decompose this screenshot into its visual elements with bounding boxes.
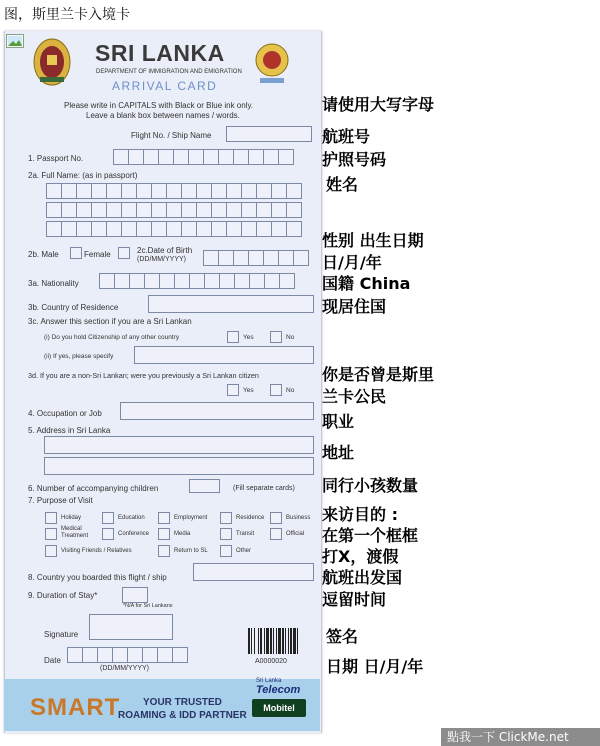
letter-box[interactable] bbox=[256, 183, 272, 199]
department-name: DEPARTMENT OF IMMIGRATION AND EMIGRATION bbox=[96, 69, 242, 75]
note-passport: 护照号码 bbox=[322, 150, 387, 169]
letter-box[interactable] bbox=[278, 250, 294, 266]
purpose-option-label: Transit bbox=[236, 531, 255, 537]
letter-box[interactable] bbox=[203, 250, 219, 266]
letter-box[interactable] bbox=[196, 183, 212, 199]
previous-citizen-yes-label: Yes bbox=[243, 387, 254, 394]
letter-box[interactable] bbox=[233, 149, 249, 165]
dob-format: (DD/MM/YYYY) bbox=[137, 256, 186, 263]
nationality-boxes[interactable] bbox=[99, 273, 294, 289]
purpose-checkbox[interactable] bbox=[220, 512, 232, 524]
date-boxes[interactable] bbox=[67, 647, 187, 663]
purpose-option-label: Employment bbox=[174, 515, 208, 521]
female-checkbox[interactable] bbox=[118, 247, 130, 259]
letter-box[interactable] bbox=[263, 149, 279, 165]
letter-box[interactable] bbox=[61, 221, 77, 237]
purpose-option-label: Media bbox=[174, 531, 191, 537]
letter-box[interactable] bbox=[114, 273, 130, 289]
full-name-row-3[interactable] bbox=[46, 221, 301, 237]
stay-input[interactable] bbox=[122, 587, 148, 603]
children-label: 6. Number of accompanying children bbox=[28, 484, 159, 493]
purpose-checkbox[interactable] bbox=[45, 545, 57, 557]
note-flight: 航班号 bbox=[322, 127, 371, 146]
letter-box[interactable] bbox=[128, 149, 144, 165]
letter-box[interactable] bbox=[241, 221, 257, 237]
purpose-option-label: Official bbox=[286, 531, 305, 537]
letter-box[interactable] bbox=[181, 183, 197, 199]
letter-box[interactable] bbox=[173, 149, 189, 165]
banner-line-2: ROAMING & IDD PARTNER bbox=[118, 710, 247, 721]
dob-label: 2c.Date of Birth bbox=[137, 246, 193, 255]
note-purpose-2: 在第一个框框 bbox=[322, 526, 419, 545]
letter-box[interactable] bbox=[76, 183, 92, 199]
full-name-row-1[interactable] bbox=[46, 183, 301, 199]
purpose-checkbox[interactable] bbox=[158, 528, 170, 540]
citizenship-no-label: No bbox=[286, 334, 295, 341]
letter-box[interactable] bbox=[211, 183, 227, 199]
letter-box[interactable] bbox=[166, 221, 182, 237]
letter-box[interactable] bbox=[226, 221, 242, 237]
note-children: 同行小孩数量 bbox=[322, 476, 419, 495]
note-residence: 现居住国 bbox=[322, 297, 387, 316]
children-input[interactable] bbox=[189, 479, 220, 493]
mobitel-logo: Mobitel bbox=[252, 699, 306, 717]
residence-input[interactable] bbox=[148, 295, 314, 313]
signature-label: Signature bbox=[44, 630, 79, 639]
letter-box[interactable] bbox=[166, 202, 182, 218]
purpose-option-label: Visiting Friends / Relatives bbox=[61, 548, 132, 554]
male-label: 2b. Male bbox=[28, 250, 59, 259]
letter-box[interactable] bbox=[61, 202, 77, 218]
letter-box[interactable] bbox=[256, 221, 272, 237]
passport-boxes[interactable] bbox=[113, 149, 293, 165]
letter-box[interactable] bbox=[279, 273, 295, 289]
letter-box[interactable] bbox=[143, 149, 159, 165]
letter-box[interactable] bbox=[91, 183, 107, 199]
previous-citizen-label: 3d. If you are a non-Sri Lankan; were you previously a Sri Lankan citizen bbox=[28, 371, 259, 380]
letter-box[interactable] bbox=[172, 647, 188, 663]
purpose-checkbox[interactable] bbox=[158, 512, 170, 524]
banner-line-1: YOUR TRUSTED bbox=[143, 697, 222, 708]
note-gender-dob: 性别 出生日期 bbox=[322, 231, 424, 250]
letter-box[interactable] bbox=[248, 250, 264, 266]
address-input-2[interactable] bbox=[44, 457, 314, 475]
letter-box[interactable] bbox=[271, 202, 287, 218]
address-label: 5. Address in Sri Lanka bbox=[28, 426, 111, 435]
note-nationality: 国籍 China bbox=[322, 274, 411, 293]
citizenship-yes-label: Yes bbox=[243, 334, 254, 341]
purpose-checkbox[interactable] bbox=[220, 545, 232, 557]
purpose-checkbox[interactable] bbox=[102, 528, 114, 540]
note-dob-format: 日/月/年 bbox=[322, 253, 382, 272]
letter-box[interactable] bbox=[121, 221, 137, 237]
purpose-option-label: Holiday bbox=[61, 515, 82, 521]
letter-box[interactable] bbox=[136, 183, 152, 199]
letter-box[interactable] bbox=[219, 273, 235, 289]
note-purpose-3: 打X，渡假 bbox=[322, 547, 399, 566]
signature-input[interactable] bbox=[89, 614, 173, 640]
letter-box[interactable] bbox=[211, 202, 227, 218]
letter-box[interactable] bbox=[46, 221, 62, 237]
letter-box[interactable] bbox=[91, 202, 107, 218]
letter-box[interactable] bbox=[189, 273, 205, 289]
letter-box[interactable] bbox=[157, 647, 173, 663]
letter-box[interactable] bbox=[181, 221, 197, 237]
card-title: SRI LANKA bbox=[95, 40, 225, 66]
note-address: 地址 bbox=[322, 443, 355, 462]
letter-box[interactable] bbox=[226, 202, 242, 218]
full-name-row-2[interactable] bbox=[46, 202, 301, 218]
purpose-checkbox[interactable] bbox=[102, 512, 114, 524]
letter-box[interactable] bbox=[46, 202, 62, 218]
purpose-option-label: Education bbox=[118, 515, 145, 521]
boarded-country-label: 8. Country you boarded this flight / ship bbox=[28, 573, 167, 582]
letter-box[interactable] bbox=[82, 647, 98, 663]
letter-box[interactable] bbox=[91, 221, 107, 237]
letter-box[interactable] bbox=[136, 221, 152, 237]
letter-box[interactable] bbox=[166, 183, 182, 199]
letter-box[interactable] bbox=[61, 183, 77, 199]
letter-box[interactable] bbox=[203, 149, 219, 165]
purpose-checkbox[interactable] bbox=[270, 512, 282, 524]
date-format: (DD/MM/YYYY) bbox=[100, 665, 149, 672]
smart-brand: SMART bbox=[30, 694, 121, 721]
purpose-option-label: Medical Treatment bbox=[61, 526, 89, 539]
letter-box[interactable] bbox=[97, 647, 113, 663]
occupation-input[interactable] bbox=[120, 402, 314, 420]
note-signature: 签名 bbox=[326, 627, 359, 646]
purpose-label: 7. Purpose of Visit bbox=[28, 496, 93, 505]
letter-box[interactable] bbox=[142, 647, 158, 663]
letter-box[interactable] bbox=[271, 221, 287, 237]
letter-box[interactable] bbox=[151, 221, 167, 237]
full-name-label: 2a. Full Name: (as in passport) bbox=[28, 171, 138, 180]
watermark-link[interactable]: 點我一下 ClickMe.net bbox=[441, 728, 600, 746]
letter-box[interactable] bbox=[264, 273, 280, 289]
card-subtitle: ARRIVAL CARD bbox=[112, 79, 218, 93]
purpose-checkbox[interactable] bbox=[220, 528, 232, 540]
letter-box[interactable] bbox=[256, 202, 272, 218]
note-date: 日期 日/月/年 bbox=[326, 657, 424, 676]
citizenship-yes-checkbox[interactable] bbox=[227, 331, 239, 343]
letter-box[interactable] bbox=[286, 183, 302, 199]
date-label: Date bbox=[44, 656, 61, 665]
letter-box[interactable] bbox=[293, 250, 309, 266]
specify-label: (ii) If yes, please specify bbox=[44, 353, 114, 360]
note-stay: 逗留时间 bbox=[322, 590, 387, 609]
letter-box[interactable] bbox=[233, 250, 249, 266]
letter-box[interactable] bbox=[286, 202, 302, 218]
boarded-country-input[interactable] bbox=[193, 563, 314, 581]
letter-box[interactable] bbox=[174, 273, 190, 289]
letter-box[interactable] bbox=[67, 647, 83, 663]
letter-box[interactable] bbox=[211, 221, 227, 237]
instructions-line-2: Leave a blank box between names / words. bbox=[86, 111, 240, 120]
note-purpose-1: 来访目的 : bbox=[322, 505, 398, 524]
lion-emblem-icon bbox=[32, 37, 72, 87]
flight-label: Flight No. / Ship Name bbox=[131, 131, 212, 140]
note-name: 姓名 bbox=[326, 175, 359, 194]
letter-box[interactable] bbox=[196, 221, 212, 237]
letter-box[interactable] bbox=[241, 202, 257, 218]
letter-box[interactable] bbox=[106, 221, 122, 237]
female-label: Female bbox=[84, 250, 111, 259]
address-input-1[interactable] bbox=[44, 436, 314, 454]
note-former-citizen-2: 兰卡公民 bbox=[322, 387, 387, 406]
letter-box[interactable] bbox=[158, 149, 174, 165]
note-capitals: 请使用大写字母 bbox=[322, 95, 435, 114]
purpose-checkbox[interactable] bbox=[270, 528, 282, 540]
letter-box[interactable] bbox=[106, 202, 122, 218]
occupation-label: 4. Occupation or Job bbox=[28, 409, 102, 418]
flight-input[interactable] bbox=[226, 126, 312, 142]
purpose-option-label: Conference bbox=[118, 531, 150, 537]
purpose-option-label: Return to SL bbox=[174, 548, 208, 554]
letter-box[interactable] bbox=[234, 273, 250, 289]
passport-label: 1. Passport No. bbox=[28, 154, 84, 163]
letter-box[interactable] bbox=[248, 149, 264, 165]
letter-box[interactable] bbox=[188, 149, 204, 165]
letter-box[interactable] bbox=[218, 149, 234, 165]
children-note: (Fill separate cards) bbox=[233, 485, 295, 492]
barcode-icon bbox=[248, 628, 298, 654]
letter-box[interactable] bbox=[144, 273, 160, 289]
letter-box[interactable] bbox=[218, 250, 234, 266]
stay-label: 9. Duration of Stay* bbox=[28, 591, 98, 600]
previous-citizen-no-checkbox[interactable] bbox=[270, 384, 282, 396]
letter-box[interactable] bbox=[106, 183, 122, 199]
letter-box[interactable] bbox=[249, 273, 265, 289]
letter-box[interactable] bbox=[99, 273, 115, 289]
letter-box[interactable] bbox=[76, 221, 92, 237]
letter-box[interactable] bbox=[263, 250, 279, 266]
letter-box[interactable] bbox=[278, 149, 294, 165]
page-caption: 图，斯里兰卡入境卡 bbox=[4, 7, 130, 23]
letter-box[interactable] bbox=[121, 183, 137, 199]
specify-input[interactable] bbox=[134, 346, 314, 364]
instructions-line-1: Please write in CAPITALS with Black or Blue ink only. bbox=[64, 101, 254, 110]
letter-box[interactable] bbox=[112, 647, 128, 663]
letter-box[interactable] bbox=[136, 202, 152, 218]
telecom-small: Sri Lanka bbox=[256, 678, 282, 684]
other-citizenship-label: (i) Do you hold Citizenship of any other country bbox=[44, 334, 180, 341]
letter-box[interactable] bbox=[226, 183, 242, 199]
letter-box[interactable] bbox=[204, 273, 220, 289]
purpose-option-label: Residence bbox=[236, 515, 265, 521]
letter-box[interactable] bbox=[127, 647, 143, 663]
note-occupation: 职业 bbox=[322, 412, 355, 431]
purpose-checkbox[interactable] bbox=[158, 545, 170, 557]
crest-emblem-icon bbox=[254, 40, 290, 86]
letter-box[interactable] bbox=[151, 183, 167, 199]
purpose-checkbox[interactable] bbox=[45, 528, 57, 540]
previous-citizen-no-label: No bbox=[286, 387, 295, 394]
male-checkbox[interactable] bbox=[70, 247, 82, 259]
purpose-checkbox[interactable] bbox=[45, 512, 57, 524]
letter-box[interactable] bbox=[121, 202, 137, 218]
letter-box[interactable] bbox=[129, 273, 145, 289]
letter-box[interactable] bbox=[159, 273, 175, 289]
letter-box[interactable] bbox=[113, 149, 129, 165]
letter-box[interactable] bbox=[76, 202, 92, 218]
telecom-logo: Telecom bbox=[256, 684, 301, 696]
note-origin: 航班出发国 bbox=[322, 568, 403, 587]
dob-boxes[interactable] bbox=[203, 250, 308, 266]
letter-box[interactable] bbox=[271, 183, 287, 199]
letter-box[interactable] bbox=[286, 221, 302, 237]
letter-box[interactable] bbox=[46, 183, 62, 199]
serial-number: A0000020 bbox=[255, 658, 287, 665]
stay-note: *N/A for Sri Lankans bbox=[123, 603, 173, 609]
purpose-option-label: Other bbox=[236, 548, 252, 554]
citizenship-no-checkbox[interactable] bbox=[270, 331, 282, 343]
nationality-label: 3a. Nationality bbox=[28, 279, 79, 288]
letter-box[interactable] bbox=[151, 202, 167, 218]
previous-citizen-yes-checkbox[interactable] bbox=[227, 384, 239, 396]
letter-box[interactable] bbox=[241, 183, 257, 199]
sri-lankan-section-label: 3c. Answer this section if you are a Sri Lankan bbox=[28, 317, 192, 326]
letter-box[interactable] bbox=[196, 202, 212, 218]
note-former-citizen-1: 你是否曾是斯里 bbox=[322, 365, 435, 384]
broken-image-icon bbox=[6, 34, 24, 48]
purpose-option-label: Business bbox=[286, 515, 311, 521]
letter-box[interactable] bbox=[181, 202, 197, 218]
residence-label: 3b. Country of Residence bbox=[28, 303, 119, 312]
